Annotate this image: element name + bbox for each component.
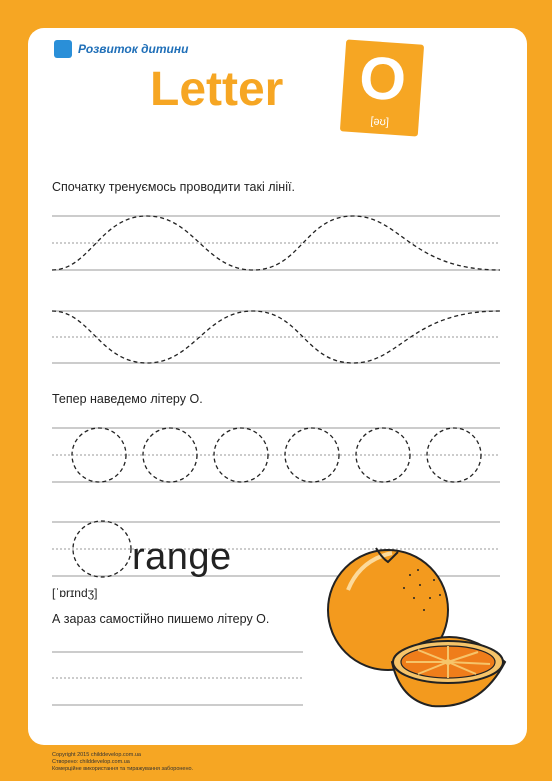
logo-text: Розвиток дитини: [78, 42, 189, 56]
letter-card-letter: O: [357, 43, 409, 114]
orange-illustration: [328, 548, 505, 706]
letter-row-lines: [52, 428, 500, 482]
footer-created: Створено: childdevelop.com.ua: [52, 758, 130, 765]
instruction-lines: Спочатку тренуємось проводити такі лінії.: [52, 180, 295, 194]
wave-row-2: [52, 311, 500, 363]
instruction-write-letter: А зараз самостійно пишемо літеру О.: [52, 612, 270, 626]
wave-row-1: [52, 216, 500, 270]
writing-lines: [52, 652, 303, 705]
letter-card-transcription: [əʊ]: [369, 115, 390, 129]
footer-license: Комерційне використання та тиражування заборонено.: [52, 765, 194, 772]
word-row-lines: [52, 522, 500, 576]
word-rest: range: [132, 536, 232, 578]
footer-copyright: Copyright 2015 childdevelop.com.ua: [52, 752, 141, 758]
instruction-trace-letter: Тепер наведемо літеру О.: [52, 392, 203, 406]
word-transcription: [ˈɒrɪndʒ]: [52, 586, 98, 600]
footer: [52, 752, 193, 773]
page-title: Letter: [150, 63, 284, 116]
